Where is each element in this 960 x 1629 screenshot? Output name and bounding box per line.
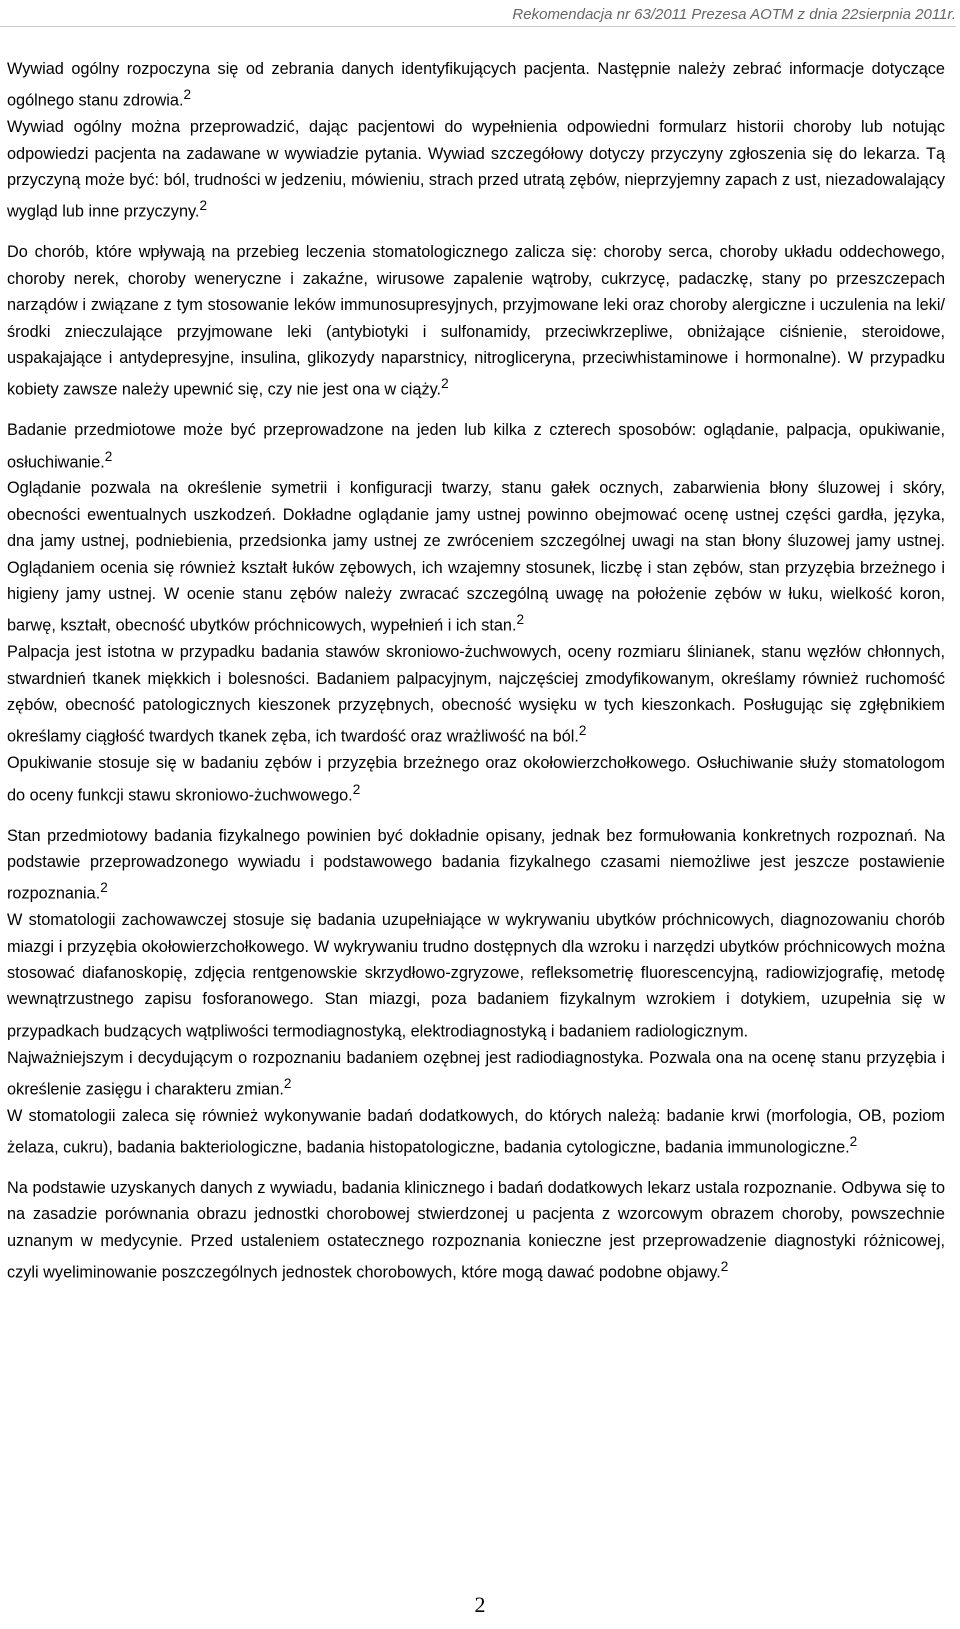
paragraph-text: Na podstawie uzyskanych danych z wywiadu, badania klinicznego i badań dodatkowych lekarz ustala rozpoznanie. Odbywa się to na zasadzie porównania obrazu jednostki chorobowej stwierdzonej u pacjenta z wzorcowym obrazem choroby, powszechnie uznanym w medycynie. Przed ustaleniem ostatecznego rozpoznania konieczne jest przeprowadzenie diagnostyki różnicowej, czyli wyeliminowanie poszczególnych jednostek chorobowych, które mogą dawać podobne objawy. [7, 1179, 945, 1282]
paragraph [7, 114, 945, 225]
paragraph [7, 1103, 945, 1161]
page-number: 2 [474, 1592, 486, 1617]
footnote-ref: 2 [199, 198, 208, 214]
paragraph [7, 907, 945, 1044]
paragraph-text: Wywiad ogólny rozpoczyna się od zebrania danych identyfikujących pacjenta. Następnie należy zebrać informacje dotyczące ogólnego stanu zdrowia. [7, 60, 945, 110]
paragraph-text: Stan przedmiotowy badania fizykalnego powinien być dokładnie opisany, jednak bez formułowania konkretnych rozpoznań. Na podstawie przeprowadzonego wywiadu i podstawowego badania fizykalnego czasami niemożliwe jest jeszcze postawienie rozpoznania. [7, 826, 945, 903]
footnote-ref: 2 [100, 880, 108, 896]
footnote-ref: 2 [283, 1076, 292, 1092]
paragraph [7, 1045, 945, 1103]
paragraph-text: Najważniejszym i decydującym o rozpoznaniu badaniem ozębnej jest radiodiagnostyka. Pozwala ona na ocenę stanu przyzębia i określenie zasięgu i charakteru zmian. [7, 1048, 945, 1099]
paragraph-text: Do chorób, które wpływają na przebieg leczenia stomatologicznego zalicza się: choroby serca, choroby układu oddechowego, choroby nerek, choroby weneryczne i zakaźne, wirusowe zapalenie wątroby, cukrzycę, padaczkę, stany po przeszczepach narządów i związane z tym stosowanie leków immunosupresyjnych, przyjmowane leki oraz choroby alergiczne i uczulenia na leki/środki znieczulające przyjmowane leki (antybiotyki i sulfonamidy, przeciwkrzepliwe, obniżające ciśnienie, steroidowe, uspakajające i antydepresyjne, insulina, glikozydy naparstnicy, nitrogliceryna, przeciwhistaminowe i hormonalne). W przypadku kobiety zawsze należy upewnić się, czy nie jest ona w ciąży. [7, 243, 945, 399]
footnote-ref: 2 [849, 1134, 858, 1150]
paragraph-text: W stomatologii zaleca się również wykonywanie badań dodatkowych, do których należą: badanie krwi (morfologia, OB, poziom żelaza, cukru), badania bakteriologiczne, badania histopatologiczne, badania cytologiczne, badania immunologiczne. [7, 1106, 945, 1157]
paragraph [7, 475, 945, 639]
page-header: Rekomendacja nr 63/2011 Prezesa AOTM z dnia 22sierpnia 2011r. [512, 6, 956, 23]
paragraph [7, 239, 945, 403]
paragraph [7, 1175, 945, 1286]
footnote-ref: 2 [720, 1259, 729, 1275]
footnote-ref: 2 [352, 781, 361, 797]
paragraph-text: Wywiad ogólny można przeprowadzić, dając pacjentowi do wypełnienia odpowiedni formularz historii choroby lub notując odpowiedzi pacjenta na zadawane w wywiadzie pytania. Wywiad szczegółowy dotyczy przyczyny zgłoszenia się do lekarza. Tą przyczyną może być: ból, trudności w jedzeniu, mówieniu, strach przed utratą zębów, nieprzyjemny zapach z ust, niezadowalający wygląd lub inne przyczyny. [7, 118, 945, 221]
paragraph-text: Palpacja jest istotna w przypadku badania stawów skroniowo-żuchwowych, oceny rozmiaru ślinianek, stanu węzłów chłonnych, stwardnień tkanek miękkich i bolesności. Badaniem palpacyjnym, najczęściej zmodyfikowanym, określamy również ruchomość zębów, obecność patologicznych kieszonek przyzębnych, obecność wysięku w tych kieszonkach. Posługując się zgłębnikiem określamy ciągłość twardych tkanek zęba, ich twardość oraz wrażliwość na ból. [7, 643, 945, 746]
footnote-ref: 2 [183, 87, 192, 103]
document-body [7, 56, 945, 1286]
footnote-ref: 2 [516, 612, 525, 628]
paragraph-text: Badanie przedmiotowe może być przeprowadzone na jeden lub kilka z czterech sposobów: oglądanie, palpacja, opukiwanie, osłuchiwanie. [7, 421, 945, 471]
paragraph [7, 639, 945, 750]
footnote-ref: 2 [104, 448, 113, 464]
paragraph-text: Opukiwanie stosuje się w badaniu zębów i przyzębia brzeżnego oraz okołowierzchołkowego. Osłuchiwanie służy stomatologom do oceny funkcji stawu skroniowo-żuchwowego. [7, 754, 945, 805]
footnote-ref: 2 [578, 723, 587, 739]
paragraph [7, 823, 945, 908]
paragraph [7, 750, 945, 808]
paragraph-text: W stomatologii zachowawczej stosuje się badania uzupełniające w wykrywaniu ubytków próchnicowych, diagnozowaniu chorób miazgi i przyzębia okołowierzchołkowego. W wykrywaniu trudno dostępnych dla wzroku i narzędzi ubytków próchnicowych można stosować diafanoskopię, zdjęcia rentgenowskie skrzydłowo-zgryzowe, refleksometrię fluorescencyjną, radiowizjografię, metodę wewnątrzustnego zapisu fosforanowego. Stan miazgi, poza badaniem fizykalnym wzrokiem i dotykiem, uzupełnia się w przypadkach budzących wątpliwości termodiagnostyką, elektrodiagnostyką i badaniem radiologicznym. [7, 911, 945, 1041]
footnote-ref: 2 [441, 376, 449, 392]
paragraph [7, 56, 945, 114]
paragraph-text: Oglądanie pozwala na określenie symetrii i konfiguracji twarzy, stanu gałek ocznych, zabarwienia błony śluzowej i skóry, obecności ewentualnych uszkodzeń. Dokładne oglądanie jamy ustnej powinno obejmować ocenę ustnej części gardła, języka, dna jamy ustnej, podniebienia, przedsionka jamy ustnej ze zwróceniem szczególnej uwagi na stan błony śluzowej jamy ustnej. Oglądaniem ocenia się również kształt łuków zębowych, ich wzajemny stosunek, liczbę i stan zębów, stan przyzębia brzeżnego i higieny jamy ustnej. W ocenie stanu zębów należy zwracać szczególną uwagę na położenie zębów w łuku, wielkość koron, barwę, kształt, obecność ubytków próchnicowych, wypełnień i ich stan. [7, 479, 945, 635]
paragraph [7, 417, 945, 475]
